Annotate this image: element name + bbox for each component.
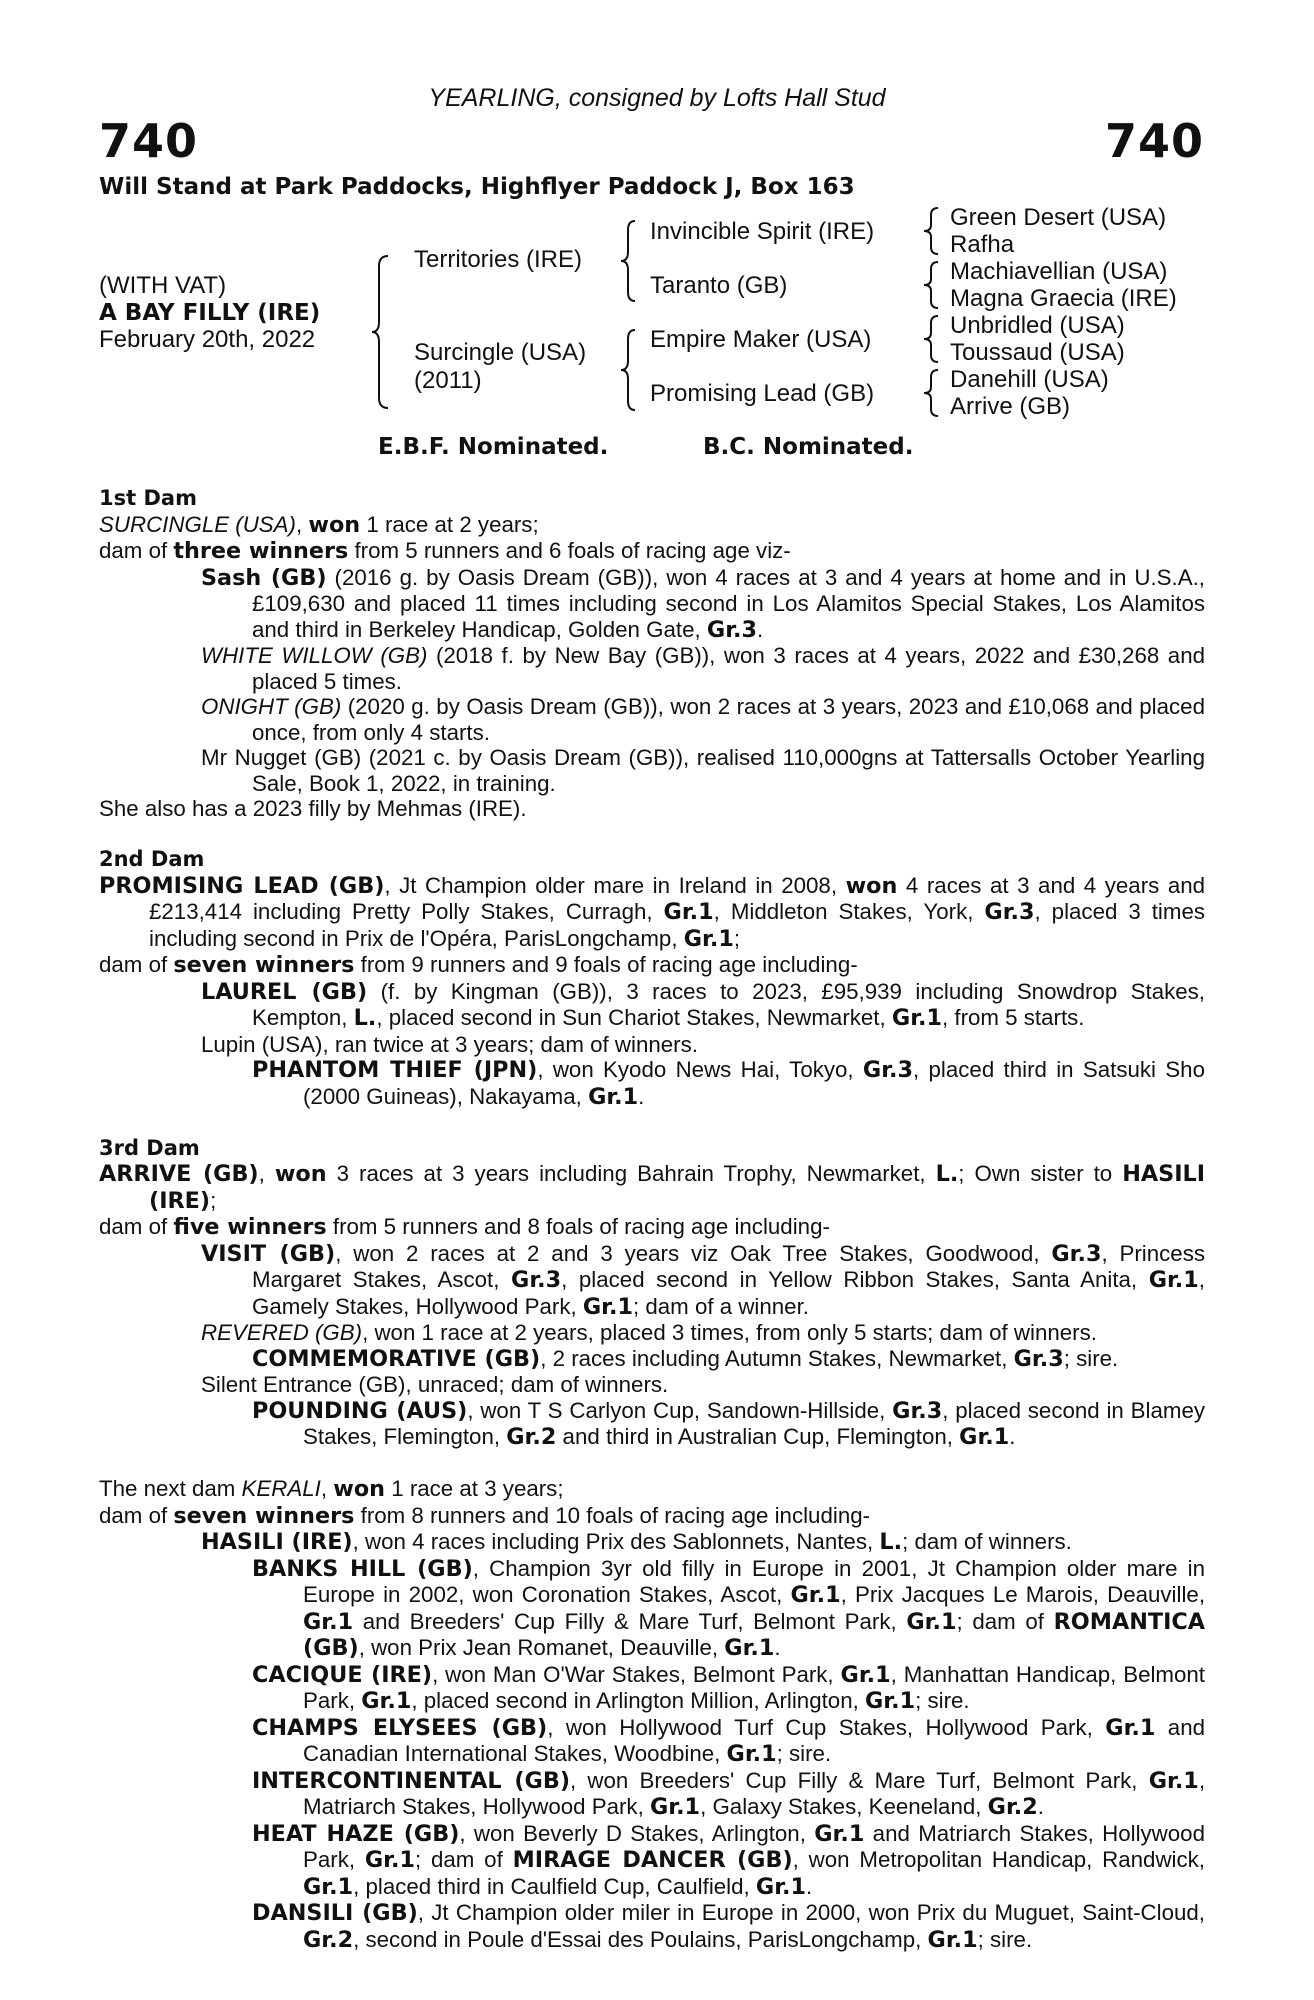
produce-revered: REVERED (GB), won 1 race at 2 years, placed 3 times, from only 5 starts; dam of winners.: [201, 1320, 1097, 1345]
ggs-1: Green Desert (USA): [950, 204, 1167, 231]
catalogue-body: [99, 486, 1205, 1953]
dam-sire: Empire Maker (USA): [650, 326, 872, 353]
vat-label: (WITH VAT): [99, 272, 227, 299]
brace-dam: [619, 327, 639, 413]
next-dam-produce: dam of seven winners from 8 runners and 10 foals of racing age including-: [99, 1502, 871, 1529]
third-dam-heading: 3rd Dam: [99, 1135, 200, 1160]
brace-gen3-4: [922, 367, 942, 419]
produce-heat-haze: HEAT HAZE (GB), won Beverly D Stakes, Arlington, Gr.1 and Matriarch Stakes, Hollywood Park, Gr.1; dam of MIRAGE DANCER (GB), won Metropolitan Handicap, Randwick, Gr.1, placed third in Caulfield Cup, Caulfield, Gr.1.: [252, 1820, 1205, 1900]
ggd-1: Rafha: [950, 231, 1015, 258]
consignment-line: YEARLING, consigned by Lofts Hall Stud: [428, 84, 886, 112]
produce-hasili: HASILI (IRE), won 4 races including Prix des Sablonnets, Nantes, L.; dam of winners.: [201, 1529, 1072, 1555]
dam-year: (2011): [414, 367, 482, 394]
ggs-4: Danehill (USA): [950, 366, 1109, 393]
ggd-4: Arrive (GB): [950, 393, 1070, 420]
produce-pounding: POUNDING (AUS), won T S Carlyon Cup, Sandown-Hillside, Gr.3, placed second in Blamey Stakes, Flemington, Gr.2 and third in Australian Cup, Flemington, Gr.1.: [252, 1397, 1205, 1450]
subject-name: A BAY FILLY (IRE): [99, 300, 321, 326]
produce-lupin: Lupin (USA), ran twice at 3 years; dam of winners.: [201, 1031, 698, 1057]
ggs-3: Unbridled (USA): [950, 312, 1125, 339]
brace-gen1: [370, 252, 394, 412]
dam-name: Surcingle (USA): [414, 339, 587, 366]
brace-gen3-3: [922, 313, 942, 365]
brace-gen3-1: [922, 205, 942, 257]
first-dam-record: SURCINGLE (USA), won 1 race at 2 years;: [99, 511, 539, 538]
produce-laurel: LAUREL (GB) (f. by Kingman (GB)), 3 races to 2023, £95,939 including Snowdrop Stakes, Kempton, L., placed second in Sun Chariot Stakes, Newmarket, Gr.1, from 5 starts.: [201, 978, 1205, 1031]
third-dam-record: ARRIVE (GB), won 3 races at 3 years including Bahrain Trophy, Newmarket, L.; Own sister to HASILI (IRE);: [99, 1161, 1205, 1214]
dam-dam: Promising Lead (GB): [650, 380, 875, 407]
first-dam-produce: dam of three winners from 5 runners and 6 foals of racing age viz-: [99, 538, 791, 564]
produce-mr-nugget: Mr Nugget (GB) (2021 c. by Oasis Dream (GB)), realised 110,000gns at Tattersalls October Yearling Sale, Book 1, 2022, in training.: [201, 745, 1205, 796]
sire-sire: Invincible Spirit (IRE): [650, 218, 875, 245]
second-dam-record: PROMISING LEAD (GB), Jt Champion older mare in Ireland in 2008, won 4 races at 3 and 4 years and £213,414 including Pretty Polly Stakes, Curragh, Gr.1, Middleton Stakes, York, Gr.3, placed 3 times including second in Prix de l'Opéra, ParisLongchamp, Gr.1;: [99, 872, 1206, 952]
produce-cacique: CACIQUE (IRE), won Man O'War Stakes, Belmont Park, Gr.1, Manhattan Handicap, Belmont Park, Gr.1, placed second in Arlington Million, Arlington, Gr.1; sire.: [252, 1661, 1205, 1714]
second-dam-heading: 2nd Dam: [99, 847, 205, 871]
next-dam-record: The next dam KERALI, won 1 race at 3 years;: [99, 1476, 564, 1502]
brace-gen3-2: [922, 259, 942, 311]
brace-sire: [619, 218, 639, 304]
produce-dansili: DANSILI (GB), Jt Champion older miler in Europe in 2000, won Prix du Muguet, Saint-Cloud, Gr.2, second in Poule d'Essai des Poulains, ParisLongchamp, Gr.1; sire.: [252, 1900, 1205, 1953]
foaling-date: February 20th, 2022: [99, 326, 316, 353]
lot-number-right: 740: [1104, 114, 1204, 168]
produce-phantom-thief: PHANTOM THIEF (JPN), won Kyodo News Hai, Tokyo, Gr.3, placed third in Satsuki Sho (2000 Guineas), Nakayama, Gr.1.: [252, 1057, 1205, 1110]
bc-nominated: B.C. Nominated.: [703, 434, 914, 460]
produce-silent-entrance: Silent Entrance (GB), unraced; dam of winners.: [201, 1372, 669, 1397]
ggd-3: Toussaud (USA): [950, 339, 1125, 366]
ebf-nominated: E.B.F. Nominated.: [378, 434, 609, 460]
produce-sash: Sash (GB) (2016 g. by Oasis Dream (GB)), won 4 races at 3 and 4 years at home and in U.S.A., £109,630 and placed 11 times including second in Los Alamitos Special Stakes, Los Alamitos and third in Berkeley Handicap, Golden Gate, Gr.3.: [201, 564, 1205, 643]
produce-banks-hill: BANKS HILL (GB), Champion 3yr old filly in Europe in 2001, Jt Champion older mare in Europe in 2002, won Coronation Stakes, Ascot, Gr.1, Prix Jacques Le Marois, Deauville, Gr.1 and Breeders' Cup Filly & Mare Turf, Belmont Park, Gr.1; dam of ROMANTICA (GB), won Prix Jean Romanet, Deauville, Gr.1.: [252, 1555, 1206, 1661]
first-dam-heading: 1st Dam: [99, 486, 197, 510]
produce-onight: ONIGHT (GB) (2020 g. by Oasis Dream (GB)), won 2 races at 3 years, 2023 and £10,068 and placed once, from only 4 starts.: [201, 694, 1205, 745]
produce-champs-elysees: CHAMPS ELYSEES (GB), won Hollywood Turf Cup Stakes, Hollywood Park, Gr.1 and Canadian International Stakes, Woodbine, Gr.1; sire.: [252, 1714, 1206, 1767]
lot-number-left: 740: [99, 114, 199, 168]
stand-location: Will Stand at Park Paddocks, Highflyer Paddock J, Box 163: [99, 174, 855, 200]
sire: Territories (IRE): [414, 246, 583, 273]
second-dam-produce: dam of seven winners from 9 runners and 9 foals of racing age including-: [99, 952, 858, 978]
third-dam-produce: dam of five winners from 5 runners and 8 foals of racing age including-: [99, 1214, 830, 1240]
produce-visit: VISIT (GB), won 2 races at 2 and 3 years viz Oak Tree Stakes, Goodwood, Gr.3, Princess Margaret Stakes, Ascot, Gr.3, placed second in Yellow Ribbon Stakes, Santa Anita, Gr.1, Gamely Stakes, Hollywood Park, Gr.1; dam of a winner.: [201, 1240, 1206, 1320]
produce-white-willow: WHITE WILLOW (GB) (2018 f. by New Bay (GB)), won 3 races at 4 years, 2022 and £30,268 and placed 5 times.: [201, 643, 1205, 694]
ggd-2: Magna Graecia (IRE): [950, 285, 1177, 312]
produce-2023-filly: She also has a 2023 filly by Mehmas (IRE).: [99, 796, 527, 821]
sire-dam: Taranto (GB): [650, 272, 788, 299]
ggs-2: Machiavellian (USA): [950, 258, 1168, 285]
produce-commemorative: COMMEMORATIVE (GB), 2 races including Autumn Stakes, Newmarket, Gr.3; sire.: [252, 1345, 1119, 1372]
produce-intercontinental: INTERCONTINENTAL (GB), won Breeders' Cup Filly & Mare Turf, Belmont Park, Gr.1, Matriarch Stakes, Hollywood Park, Gr.1, Galaxy Stakes, Keeneland, Gr.2.: [252, 1767, 1206, 1820]
